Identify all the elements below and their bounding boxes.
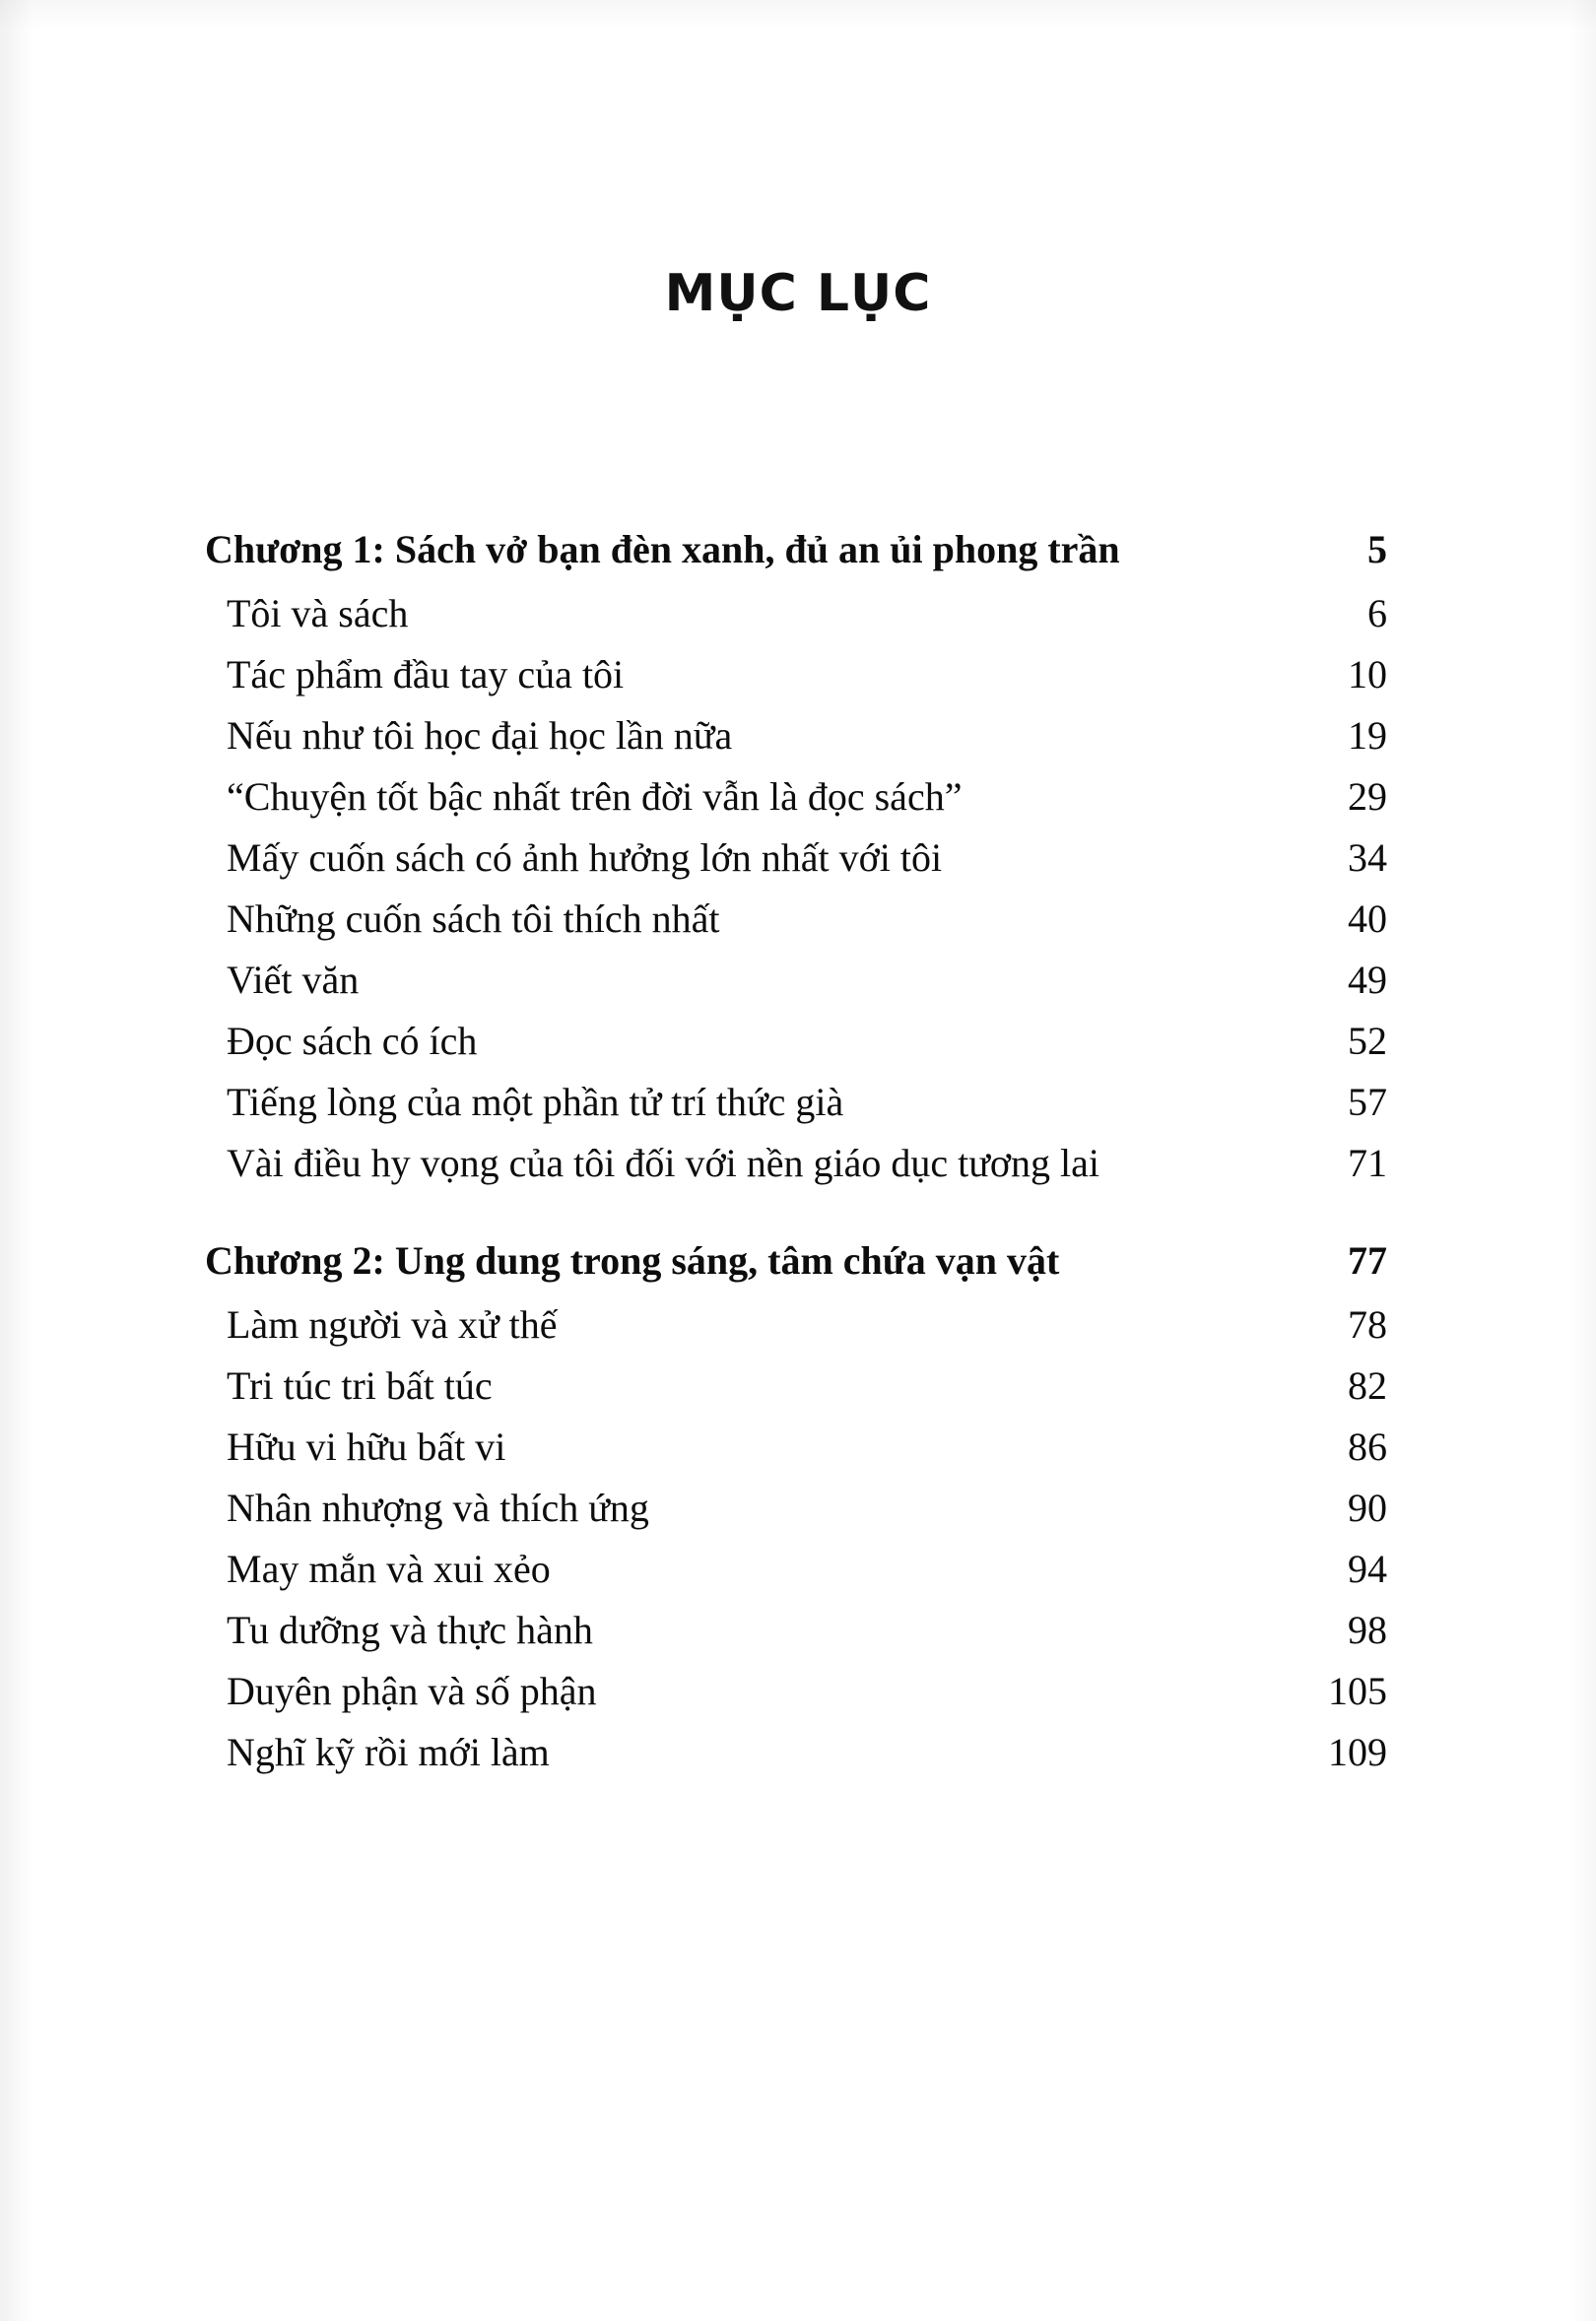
toc-entry-label: Tiếng lòng của một phần tử trí thức già <box>227 1080 844 1124</box>
toc-section <box>205 516 1387 1194</box>
toc-chapter-label: Chương 1: Sách vở bạn đèn xanh, đủ an ủi phong trần <box>205 527 1120 571</box>
toc-entry-label: Nghĩ kỹ rồi mới làm <box>227 1730 550 1774</box>
toc-entry-label: Tri túc tri bất túc <box>227 1363 493 1408</box>
toc-entry-label: Đọc sách có ích <box>227 1019 478 1063</box>
toc-entry-page: 109 <box>1328 1730 1387 1774</box>
toc-entry-page: 52 <box>1348 1019 1387 1063</box>
toc-section <box>205 1227 1387 1783</box>
toc-entry-page: 57 <box>1348 1080 1387 1124</box>
toc-entry-row[interactable] <box>205 1417 1387 1478</box>
toc-entry-page: 78 <box>1348 1302 1387 1347</box>
section-spacer <box>205 1194 1387 1227</box>
toc-chapter-page: 77 <box>1348 1238 1387 1283</box>
toc-chapter-row[interactable] <box>205 1227 1387 1294</box>
toc-entry-row[interactable] <box>205 1072 1387 1133</box>
toc-entry-page: 6 <box>1367 591 1387 635</box>
toc-entry-row[interactable] <box>205 950 1387 1011</box>
toc-entry-label: Nếu như tôi học đại học lần nữa <box>227 713 733 758</box>
toc-entry-label: Mấy cuốn sách có ảnh hưởng lớn nhất với tôi <box>227 835 943 880</box>
toc-entry-page: 98 <box>1348 1608 1387 1652</box>
toc-chapter-page: 5 <box>1367 527 1387 571</box>
toc-entry-row[interactable] <box>205 583 1387 644</box>
toc-entry-row[interactable] <box>205 705 1387 766</box>
toc-entry-page: 82 <box>1348 1363 1387 1408</box>
toc-entry-row[interactable] <box>205 828 1387 889</box>
toc-entry-row[interactable] <box>205 1133 1387 1194</box>
toc-entry-page: 40 <box>1348 896 1387 941</box>
toc-entry-label: Nhân nhượng và thích ứng <box>227 1486 649 1530</box>
toc-entry-page: 105 <box>1328 1669 1387 1713</box>
toc-entry-page: 29 <box>1348 774 1387 819</box>
toc-entry-page: 19 <box>1348 713 1387 758</box>
toc-entry-label: Duyên phận và số phận <box>227 1669 597 1713</box>
toc-entry-row[interactable] <box>205 1722 1387 1783</box>
toc-entry-row[interactable] <box>205 644 1387 705</box>
toc-entry-page: 86 <box>1348 1425 1387 1469</box>
toc-entry-row[interactable] <box>205 1661 1387 1722</box>
toc-entry-page: 90 <box>1348 1486 1387 1530</box>
toc-entry-label: Vài điều hy vọng của tôi đối với nền giáo dục tương lai <box>227 1141 1100 1185</box>
toc-entry-row[interactable] <box>205 889 1387 950</box>
toc-entry-label: Làm người và xử thế <box>227 1302 558 1347</box>
toc-entry-page: 94 <box>1348 1547 1387 1591</box>
toc-entry-label: Tôi và sách <box>227 591 409 635</box>
page-title: MỤC LỤC <box>664 264 932 323</box>
toc-entry-label: Những cuốn sách tôi thích nhất <box>227 896 720 941</box>
toc-entry-label: Tu dưỡng và thực hành <box>227 1608 593 1652</box>
toc-entry-row[interactable] <box>205 1011 1387 1072</box>
toc-entry-row[interactable] <box>205 1356 1387 1417</box>
toc-entry-page: 10 <box>1348 652 1387 696</box>
toc-entry-label: Viết văn <box>227 958 360 1002</box>
toc-entry-row[interactable] <box>205 1478 1387 1539</box>
toc-entry-page: 49 <box>1348 958 1387 1002</box>
toc-entry-label: May mắn và xui xẻo <box>227 1547 551 1591</box>
toc-entry-page: 34 <box>1348 835 1387 880</box>
toc-chapter-row[interactable] <box>205 516 1387 583</box>
toc-entry-label: Hữu vi hữu bất vi <box>227 1425 506 1469</box>
toc-entry-label: Tác phẩm đầu tay của tôi <box>227 652 625 696</box>
toc-chapter-label: Chương 2: Ung dung trong sáng, tâm chứa vạn vật <box>205 1238 1060 1283</box>
toc-entry-label: “Chuyện tốt bậc nhất trên đời vẫn là đọc sách” <box>227 774 963 819</box>
toc-entry-row[interactable] <box>205 1539 1387 1600</box>
toc-entry-page: 71 <box>1348 1141 1387 1185</box>
toc-entry-row[interactable] <box>205 766 1387 828</box>
toc-entry-row[interactable] <box>205 1294 1387 1356</box>
toc-entry-row[interactable] <box>205 1600 1387 1661</box>
table-of-contents <box>118 516 1478 1783</box>
